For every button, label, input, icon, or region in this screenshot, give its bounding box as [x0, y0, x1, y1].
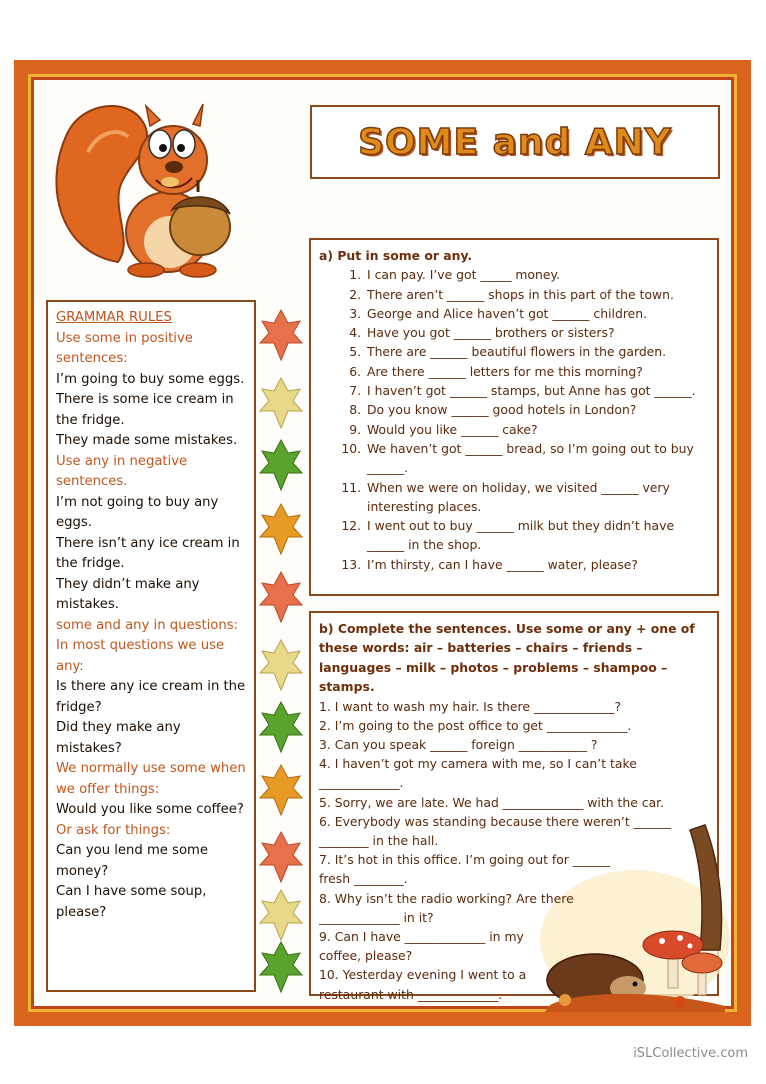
- exercise-a-item: 12. I went out to buy ______ milk but they didn’t have ______ in the shop.: [365, 516, 709, 555]
- exercise-b-item: 6. Everybody was standing because there weren’t ______ ________ in the hall.: [319, 813, 671, 849]
- leaf-icon: [260, 765, 302, 815]
- grammar-example: They didn’t make any mistakes.: [56, 576, 200, 612]
- grammar-example: Would you like some coffee?: [56, 802, 244, 817]
- leaf-icon: [260, 440, 302, 490]
- grammar-example: Is there any ice cream in the fridge?: [56, 679, 246, 715]
- grammar-rule: We normally use some when we offer things:: [56, 761, 246, 797]
- exercise-b-item: 3. Can you speak ______ foreign ___________ ?: [319, 737, 598, 753]
- grammar-example: I’m not going to buy any eggs.: [56, 494, 219, 530]
- exercise-a-item: 2. There aren’t ______ shops in this part of the town.: [365, 285, 709, 304]
- leaf-icon: [260, 942, 302, 992]
- exercise-a-item: 7. I haven’t got ______ stamps, but Anne has got ______.: [365, 381, 709, 400]
- worksheet-title: SOME and ANY: [358, 121, 672, 163]
- grammar-example: Can I have some soup, please?: [56, 884, 207, 920]
- grammar-rule: Use any in negative sentences.: [56, 453, 188, 489]
- title-box: [310, 105, 720, 179]
- exercise-b-item: 1. I want to wash my hair. Is there _____________?: [319, 698, 622, 714]
- leaf-icon: [260, 832, 302, 882]
- grammar-example: I’m going to buy some eggs.: [56, 371, 245, 387]
- grammar-example: They made some mistakes.: [56, 433, 238, 448]
- grammar-rule: some and any in questions:: [56, 617, 239, 633]
- grammar-rule: Or ask for things:: [56, 822, 171, 838]
- watermark: iSLCollective.com: [633, 1046, 748, 1061]
- leaf-icon: [260, 890, 302, 940]
- grammar-example: Did they make any mistakes?: [56, 720, 181, 756]
- exercise-a-box: [309, 238, 719, 596]
- leaf-icon: [260, 640, 302, 690]
- exercise-b-item: 9. Can I have _____________ in my coffee, please?: [319, 929, 524, 964]
- exercise-a-item: 6. Are there ______ letters for me this morning?: [365, 362, 709, 381]
- grammar-example: There is some ice cream in the fridge.: [56, 392, 234, 428]
- grammar-example: There isn’t any ice cream in the fridge.: [56, 535, 240, 571]
- exercise-a-item: 1. I can pay. I’ve got _____ money.: [365, 265, 709, 284]
- exercise-a-heading: a) Put in some or any.: [319, 248, 473, 263]
- exercise-b-item: 4. I haven’t got my camera with me, so I can’t take _____________.: [319, 756, 637, 791]
- exercise-a-item: 4. Have you got ______ brothers or sisters?: [365, 323, 709, 342]
- exercise-a-item: 3. George and Alice haven’t got ______ children.: [365, 304, 709, 323]
- leaf-icon: [260, 504, 302, 554]
- leaf-icon: [260, 310, 302, 360]
- exercise-a-list: [319, 265, 709, 574]
- leaf-icon: [260, 378, 302, 428]
- grammar-example: Can you lend me some money?: [56, 843, 209, 879]
- grammar-heading: GRAMMAR RULES: [56, 310, 172, 325]
- exercise-a-item: 5. There are ______ beautiful flowers in the garden.: [365, 342, 709, 361]
- exercise-a-item: 13. I’m thirsty, can I have ______ water, please?: [365, 555, 709, 574]
- exercise-a-item: 9. Would you like ______ cake?: [365, 420, 709, 439]
- autumn-leaves-column: [258, 305, 304, 995]
- leaf-icon: [260, 702, 302, 752]
- exercise-b-heading: b) Complete the sentences. Use some or any + one of these words: air – batteries – chairs – friends – languages – milk – photos – problems – shampoo – stamps.: [319, 621, 695, 695]
- grammar-rule: In most questions we use any:: [56, 638, 225, 674]
- exercise-b-item: 8. Why isn’t the radio working? Are there _____________ in it?: [319, 890, 574, 925]
- grammar-rule: Use some in positive sentences:: [56, 330, 193, 366]
- exercise-a-item: 8. Do you know ______ good hotels in London?: [365, 400, 709, 419]
- exercise-b-item: 2. I’m going to the post office to get _____________.: [319, 717, 632, 733]
- exercise-a-item: 11. When we were on holiday, we visited ______ very interesting places.: [365, 478, 709, 517]
- exercise-b-item: 5. Sorry, we are late. We had _____________ with the car.: [319, 794, 665, 810]
- exercise-b-item: 10. Yesterday evening I went to a restaurant with _____________.: [319, 967, 527, 1002]
- leaf-icon: [260, 572, 302, 622]
- exercise-b-item: 7. It’s hot in this office. I’m going out for ______ fresh ________.: [319, 852, 611, 887]
- squirrel-illustration: [48, 92, 248, 282]
- grammar-rules-box: [46, 300, 256, 992]
- exercise-a-item: 10. We haven’t got ______ bread, so I’m going out to buy ______.: [365, 439, 709, 478]
